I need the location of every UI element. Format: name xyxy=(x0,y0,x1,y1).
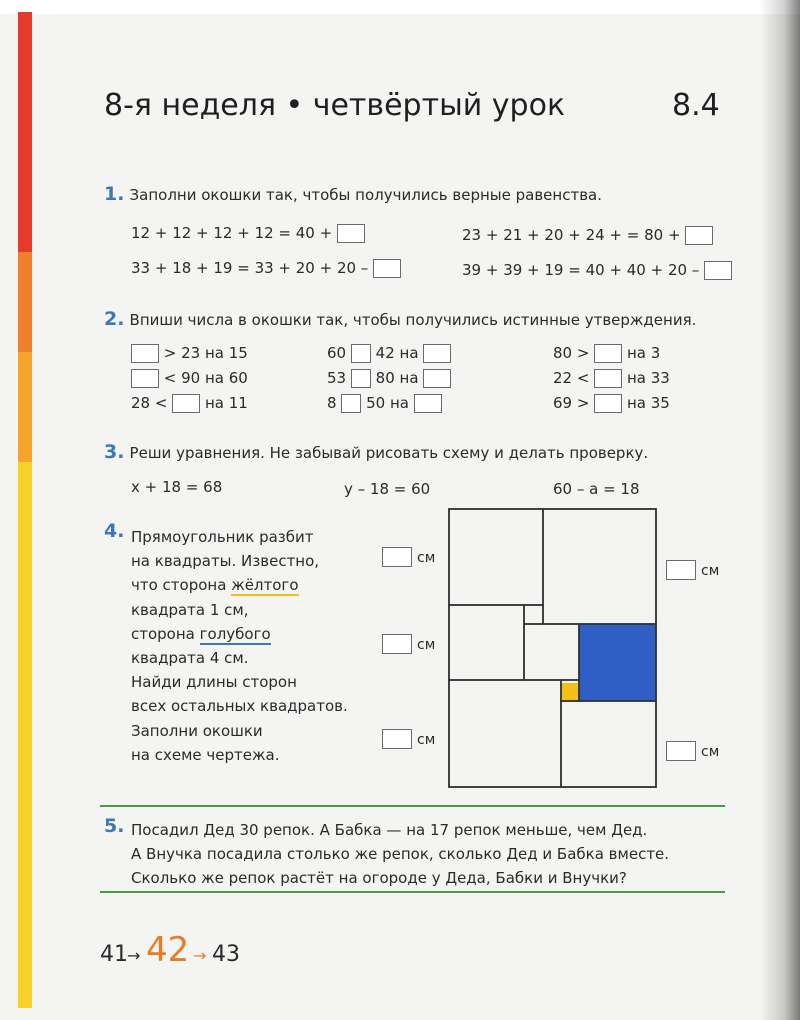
square-bottom-right xyxy=(561,701,656,787)
unit-label: см xyxy=(417,550,436,566)
margin-stripe-yellow xyxy=(18,462,32,1008)
task2-statement: > 23 на 15 xyxy=(131,344,248,363)
blue-word: голубого xyxy=(199,624,271,643)
equation: x + 18 = 68 xyxy=(131,478,223,496)
equation-text: 12 + 12 + 12 + 12 = 40 + xyxy=(131,224,333,242)
task1-equation xyxy=(131,224,365,243)
equation-text: 33 + 18 + 19 = 33 + 20 + 20 – xyxy=(131,259,369,277)
task3-number: 3. xyxy=(104,441,125,463)
square-side-box[interactable] xyxy=(666,741,696,761)
task2-heading xyxy=(104,308,696,330)
page-title: 8-я неделя • четвёртый урок xyxy=(104,88,566,123)
task2-statement: 53 80 на xyxy=(327,369,451,388)
answer-box[interactable] xyxy=(337,224,365,243)
unit-label: см xyxy=(417,637,436,653)
square-top-left xyxy=(449,509,543,605)
answer-box[interactable] xyxy=(131,369,159,388)
task1-number: 1. xyxy=(104,183,125,205)
square-side-box[interactable] xyxy=(382,634,412,654)
square-mid-center xyxy=(524,624,579,680)
square-side-box[interactable] xyxy=(666,560,696,580)
equation: 60 – a = 18 xyxy=(553,480,640,498)
margin-stripe-amber xyxy=(18,352,32,462)
blue-square xyxy=(579,624,656,701)
answer-box[interactable] xyxy=(423,369,451,388)
square-top-right xyxy=(543,509,656,624)
answer-box[interactable] xyxy=(594,394,622,413)
task2-text: Впиши числа в окошки так, чтобы получились истинные утверждения. xyxy=(129,311,697,329)
answer-box[interactable] xyxy=(423,344,451,363)
task2-statement: 69 > на 35 xyxy=(553,394,670,412)
sign-box[interactable] xyxy=(341,394,361,413)
task3-heading xyxy=(104,441,648,463)
task2-statement: 22 < на 33 xyxy=(553,369,670,387)
answer-box[interactable] xyxy=(594,369,622,388)
next-page-number[interactable]: 43 xyxy=(212,942,240,967)
task2-statement: 80 > на 3 xyxy=(553,344,661,362)
answer-box[interactable] xyxy=(414,394,442,413)
margin-stripe-red xyxy=(18,12,32,252)
task4-number: 4. xyxy=(104,520,125,542)
lesson-number: 8.4 xyxy=(672,88,720,123)
answer-box[interactable] xyxy=(172,394,200,413)
unit-label: см xyxy=(701,563,720,579)
answer-box[interactable] xyxy=(685,226,713,245)
task4-text: Прямоугольник разбит на квадраты. Известно, что сторона жёлтого квадрата 1 см, сторона голубого квадрата 4 см. Найди длины сторон всех остальных квадратов. Заполни окошки на схеме чертежа. xyxy=(131,528,348,764)
current-page-number: 42 xyxy=(146,930,190,970)
task4-number-wrap xyxy=(104,520,124,542)
square-side-box[interactable] xyxy=(382,729,412,749)
prev-page-number[interactable]: 41 xyxy=(100,942,128,967)
equation: y – 18 = 60 xyxy=(344,480,431,498)
task5-rule-top xyxy=(100,805,725,807)
answer-box[interactable] xyxy=(594,344,622,363)
yellow-word: жёлтого xyxy=(231,576,299,595)
task1-equation xyxy=(131,259,401,278)
task1-text: Заполни окошки так, чтобы получились верные равенства. xyxy=(129,186,602,204)
task2-number: 2. xyxy=(104,308,125,330)
equation-text: 23 + 21 + 20 + 24 + = 80 + xyxy=(462,226,681,244)
page-top-edge xyxy=(0,0,800,14)
square-mid-left xyxy=(449,605,524,680)
square-bottom-left xyxy=(449,680,561,787)
square-small xyxy=(524,605,543,624)
square-side-box[interactable] xyxy=(382,547,412,567)
task2-statement: < 90 на 60 xyxy=(131,369,248,388)
answer-box[interactable] xyxy=(704,261,732,280)
margin-stripe-orange xyxy=(18,252,32,352)
unit-label: см xyxy=(417,732,436,748)
book-spine-shadow xyxy=(760,0,800,1020)
task1-heading xyxy=(104,183,602,205)
arrow-icon: → xyxy=(127,946,141,965)
answer-box[interactable] xyxy=(131,344,159,363)
equation-text: 39 + 39 + 19 = 40 + 40 + 20 – xyxy=(462,261,700,279)
answer-box[interactable] xyxy=(373,259,401,278)
task2-statement: 60 42 на xyxy=(327,344,451,363)
sign-box[interactable] xyxy=(351,344,371,363)
task2-statement: 8 50 на xyxy=(327,394,442,413)
arrow-icon: → xyxy=(193,946,207,965)
task5-number-wrap xyxy=(104,815,124,837)
task2-statement: 28 < на 11 xyxy=(131,394,248,412)
yellow-square xyxy=(561,683,580,702)
task5-rule-bottom xyxy=(100,891,725,893)
squares-diagram xyxy=(444,506,660,790)
task5-text: Посадил Дед 30 репок. А Бабка — на 17 репок меньше, чем Дед. А Внучка посадила столько же репок, сколько Дед и Бабка вместе. Сколько же репок растёт на огороде у Деда, Бабки и Внучки? xyxy=(131,821,670,887)
task3-text: Реши уравнения. Не забывай рисовать схему и делать проверку. xyxy=(129,444,649,462)
unit-label: см xyxy=(701,744,720,760)
task1-equation xyxy=(462,261,732,280)
task5-number: 5. xyxy=(104,815,125,837)
sign-box[interactable] xyxy=(351,369,371,388)
task1-equation xyxy=(462,226,713,245)
